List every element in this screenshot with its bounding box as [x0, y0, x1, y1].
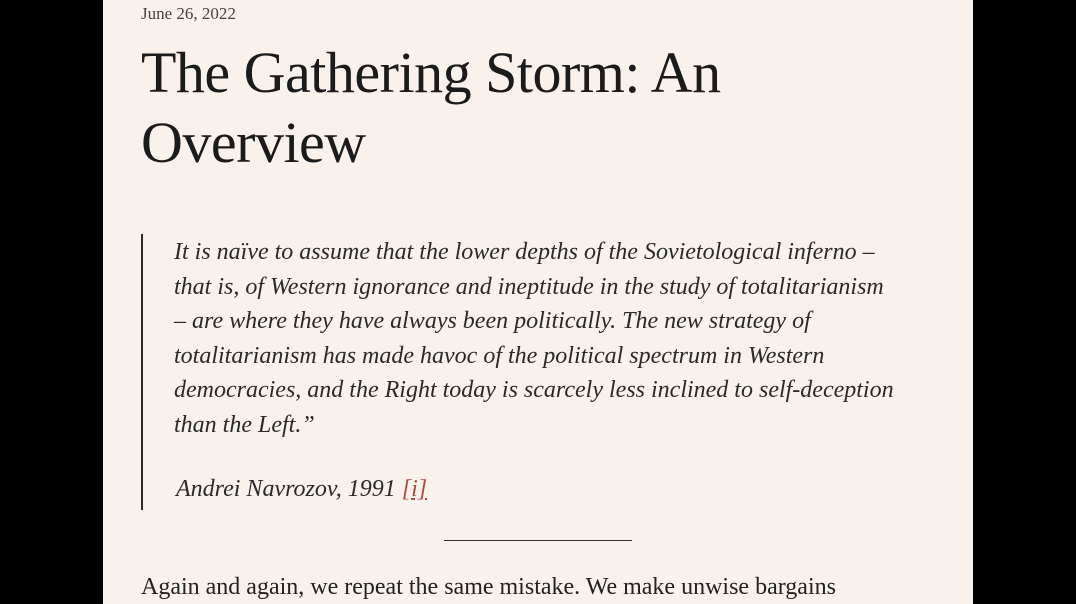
footnote-link[interactable]: [i] [401, 476, 428, 502]
section-divider [444, 540, 632, 541]
body-paragraph: Again and again, we repeat the same mistake. We make unwise bargains [141, 574, 836, 600]
quote-author: Andrei Navrozov, 1991 [176, 476, 396, 502]
quote-text: It is naïve to assume that the lower depths of the Sovietological inferno – that is, of Western ignorance and ineptitude in the study of totalitarianism – are where they have always been politically. The new strategy of totalitarianism has made havoc of the political spectrum in Western democracies, and the Right today is scarcely less inclined to self-deception than the Left.” [174, 239, 894, 438]
article-title: The Gathering Storm: An Overview [141, 40, 721, 175]
article-page [103, 0, 973, 604]
blockquote [141, 234, 901, 510]
article-date: June 26, 2022 [141, 4, 236, 23]
quote-attribution [176, 476, 427, 503]
